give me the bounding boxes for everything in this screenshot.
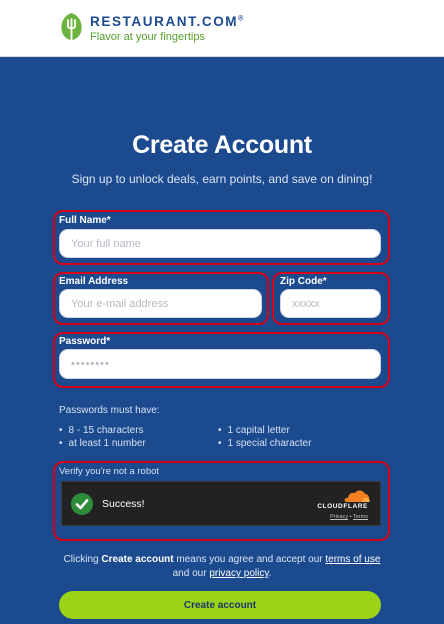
agreement-suffix: .: [268, 568, 272, 579]
password-rule: • 8 - 15 characters: [59, 425, 144, 436]
full-name-input[interactable]: Your full name: [59, 229, 381, 258]
password-label: Password*: [59, 336, 111, 347]
success-check-icon: [71, 493, 93, 515]
terms-of-use-link[interactable]: terms of use: [325, 554, 381, 565]
agreement-bold: Create account: [101, 554, 174, 565]
fork-leaf-logo-icon[interactable]: [59, 12, 84, 45]
password-rule: • 1 capital letter: [218, 425, 290, 436]
captcha-status: Success!: [102, 498, 145, 510]
email-label: Email Address: [59, 276, 129, 287]
brand-name[interactable]: RESTAURANT.COM®: [90, 14, 245, 29]
agreement-middle: means you agree and accept our: [173, 554, 326, 565]
site-header: [0, 0, 444, 57]
cloudflare-brand: CLOUDFLARE: [317, 503, 368, 510]
agreement-line2: and our: [172, 568, 210, 579]
password-rules-heading: Passwords must have:: [59, 405, 160, 416]
full-name-label: Full Name*: [59, 215, 111, 226]
zip-label: Zip Code*: [280, 276, 327, 287]
brand-tagline: Flavor at your fingertips: [90, 31, 205, 43]
cloudflare-cloud-icon: [344, 489, 370, 503]
captcha-label: Verify you're not a robot: [59, 466, 160, 477]
page-title: Create Account: [132, 131, 312, 159]
zip-input[interactable]: xxxxx: [280, 289, 381, 318]
password-input[interactable]: ••••••••: [59, 349, 381, 379]
cloudflare-privacy-link[interactable]: Privacy: [330, 514, 349, 520]
page-subtitle: Sign up to unlock deals, earn points, and save on dining!: [71, 172, 373, 186]
cloudflare-links: [330, 514, 368, 520]
cloudflare-terms-link[interactable]: Terms: [353, 514, 368, 520]
privacy-policy-link[interactable]: privacy policy: [209, 568, 269, 579]
agreement-text: [0, 553, 444, 581]
email-input[interactable]: Your e-mail address: [59, 289, 262, 318]
password-rule: • 1 special character: [218, 438, 311, 449]
cloudflare-separator: •: [349, 514, 352, 520]
captcha-widget[interactable]: [61, 481, 381, 526]
password-rule: • at least 1 number: [59, 438, 146, 449]
agreement-prefix: Clicking: [63, 554, 102, 565]
create-account-button[interactable]: Create account: [59, 591, 381, 619]
